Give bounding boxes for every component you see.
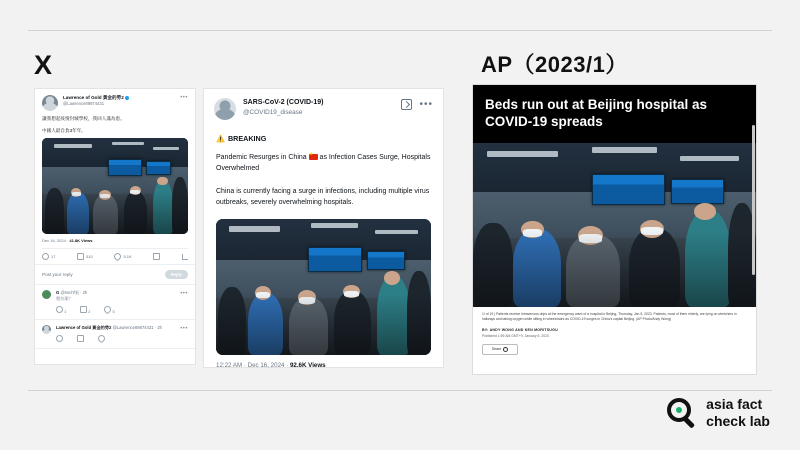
external-link-icon[interactable] <box>401 99 412 110</box>
retweet-count <box>77 335 84 343</box>
x-reply-item[interactable] <box>35 285 195 319</box>
reply-icon <box>56 306 63 313</box>
logo-line-1: asia fact <box>706 396 763 412</box>
china-flag-icon <box>309 154 318 160</box>
x-reply-author: Lawrence of Gold 黃金的勞2 @Lawrence89874431 · 2h <box>56 324 162 330</box>
share-button[interactable]: Share <box>482 344 518 355</box>
reply-input-placeholder[interactable]: Post your reply <box>42 272 73 278</box>
x-tweet-text-line1: 讓我想起疫情封城學校，我回人滿為患。 <box>42 116 125 121</box>
breaking-badge: ⚠️ BREAKING <box>216 134 267 143</box>
covid-post-views: 92.6K Views <box>289 362 326 370</box>
covid-post-header[interactable] <box>204 89 443 126</box>
x-tweet-text-line2: 中國人最自負3年年。 <box>42 127 86 133</box>
covid-post-display-name: SARS-CoV-2 (COVID-19) <box>243 99 324 106</box>
logo-line-2: check lab <box>706 412 770 429</box>
more-options-icon[interactable]: ••• <box>419 98 433 110</box>
covid-post-body: China is currently facing a surge in infections, including multiple virus outbreaks, severely overwhelming hospitals. <box>216 187 430 206</box>
x-display-name: Lawrence of Gold 黃金的勞2 <box>63 95 188 101</box>
reply-action[interactable]: 17 <box>42 253 55 260</box>
divider-bottom <box>28 390 772 391</box>
x-views: 41.8K Views <box>69 238 93 244</box>
x-reply-box[interactable] <box>35 265 195 285</box>
ap-article-photo[interactable] <box>473 143 756 307</box>
reply-icon <box>42 253 49 260</box>
x-timestamp: Dec 16, 2024 <box>42 238 66 244</box>
ap-photo-caption: 1/ of 19 | Patients receive intravenous drips at the emergency ward of a hospital in Beijing, Thursday, Jan 5, 2023. Patients, most of them elderly, are lying on stretchers in hallways and taking oxygen while sitting in wheelchairs as COVID-19 surges in China's capital Beijing. (AP Photo/Andy Wong) <box>482 311 737 321</box>
x-reply-actions[interactable] <box>56 306 188 314</box>
retweet-icon <box>80 306 87 313</box>
covid-post-meta: 12:22 AM · Dec 16, 2024 · 92.6K Views <box>216 362 326 370</box>
bookmark-icon <box>153 253 160 260</box>
x-reply-text: 嗯拉耶？ <box>56 296 73 302</box>
covid-post-photo[interactable] <box>216 219 431 355</box>
asia-fact-check-lab-logo <box>667 396 770 429</box>
more-options-icon[interactable]: ••• <box>180 291 188 298</box>
retweet-icon <box>77 335 84 342</box>
avatar <box>42 290 51 299</box>
like-count: 5 <box>104 306 114 314</box>
share-action[interactable] <box>182 254 188 260</box>
covid-post-handle: @COVID19_disease <box>243 108 303 116</box>
retweet-action[interactable]: 510 <box>77 253 93 260</box>
x-reply-actions[interactable] <box>56 335 188 343</box>
reply-icon <box>56 335 63 342</box>
share-icon <box>182 254 188 260</box>
covid-post-screenshot <box>203 88 444 368</box>
x-main-tweet[interactable] <box>35 89 195 265</box>
page-title-left: X <box>34 50 53 80</box>
logo-wordmark <box>706 396 770 429</box>
x-reply-author: G @snchf張 · 2h <box>56 290 88 296</box>
avatar <box>214 98 236 120</box>
vertical-scrollbar[interactable] <box>752 125 755 275</box>
reply-count: 1 <box>56 306 66 314</box>
like-icon <box>113 252 123 262</box>
ap-headline: Beds run out at Beijing hospital as COVID-19 spreads <box>473 85 756 143</box>
magnifier-logo-icon <box>667 398 697 428</box>
verified-badge-icon <box>125 96 129 100</box>
like-icon <box>97 333 107 343</box>
covid-post-headline: Pandemic Resurges in China ★ as Infection Cases Surge, Hospitals Overwhelmed <box>216 152 431 175</box>
ap-article-screenshot <box>472 84 757 375</box>
avatar <box>42 95 58 111</box>
more-options-icon[interactable]: ••• <box>180 325 188 332</box>
covid-post-timestamp: 12:22 AM · Dec 16, 2024 <box>216 362 285 370</box>
retweet-icon <box>77 253 84 260</box>
share-icon <box>503 347 508 352</box>
ap-byline: BY: ANDY WONG AND KEN MORITSUGU <box>482 327 558 332</box>
retweet-count: 2 <box>80 306 90 314</box>
x-reply-item[interactable] <box>35 320 195 349</box>
divider-top <box>28 30 772 31</box>
bookmark-action[interactable] <box>153 253 160 260</box>
x-handle: @Lawrence89874431 <box>63 101 105 107</box>
ap-published-date: Published 1:59 AM GMT+9, January 5, 2023 <box>482 333 549 338</box>
warning-icon: ⚠️ <box>216 134 225 143</box>
x-tweet-meta: Dec 16, 2024 · 41.8K Views <box>42 238 93 244</box>
x-tweet-photo[interactable] <box>42 138 188 234</box>
x-action-bar[interactable] <box>42 248 188 260</box>
page-title-right: AP（2023/1） <box>481 52 628 77</box>
more-options-icon[interactable]: ••• <box>180 95 188 101</box>
like-action[interactable]: 5.1K <box>114 253 131 260</box>
avatar <box>42 325 51 334</box>
x-thread-screenshot <box>34 88 196 365</box>
reply-button[interactable]: Reply <box>165 270 188 279</box>
like-count <box>98 335 105 343</box>
reply-count <box>56 335 63 343</box>
